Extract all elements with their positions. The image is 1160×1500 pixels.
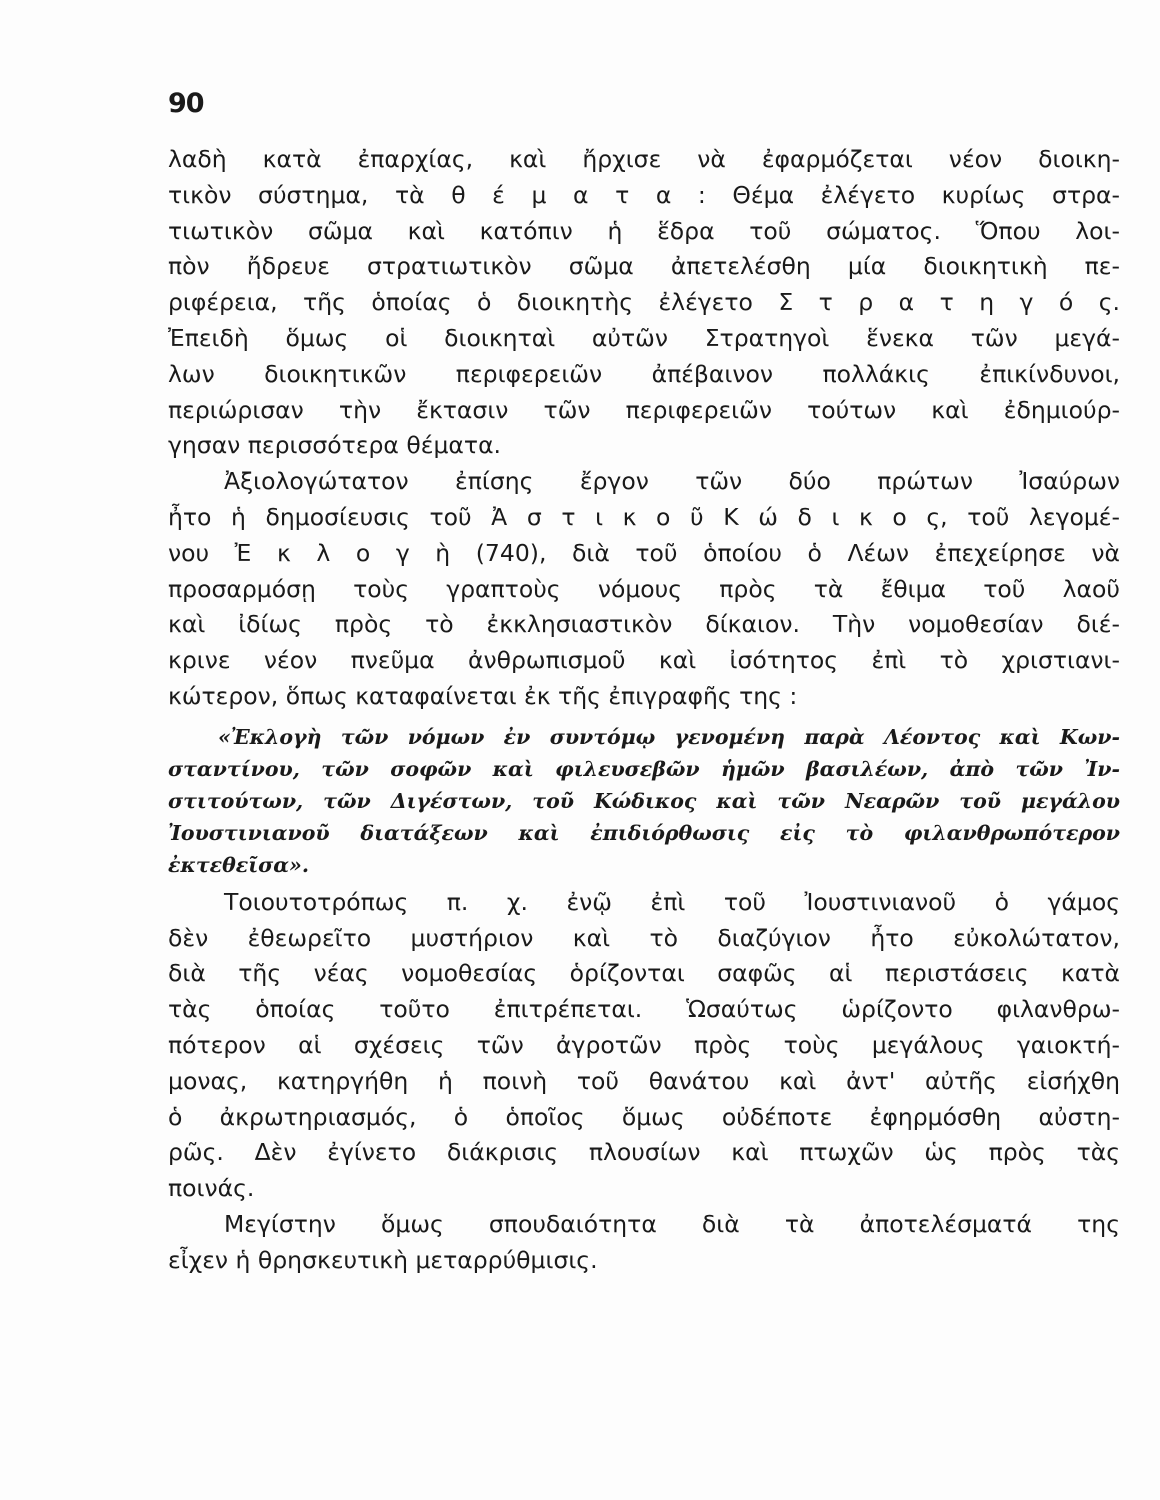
text-line: τικὸν σύστημα, τὰ θ έ μ α τ α : Θέμα ἐλέγετο κυρίως στρα-: [168, 180, 1120, 209]
text-line: μονας, κατηργήθη ἡ ποινὴ τοῦ θανάτου καὶ ἀντ' αὐτῆς εἰσήχθη: [168, 1066, 1120, 1095]
paragraph: [168, 1207, 1120, 1279]
text-line: πότερον αἱ σχέσεις τῶν ἀγροτῶν πρὸς τοὺς μεγάλους γαιοκτή-: [168, 1030, 1120, 1059]
text-line: ρῶς. Δὲν ἐγίνετο διάκρισις πλουσίων καὶ πτωχῶν ὡς πρὸς τὰς: [168, 1138, 1120, 1167]
quote-line: Ἰουστινιανοῦ διατάξεων καὶ ἐπιδιόρθωσις εἰς τὸ φιλανθρωπότερον: [168, 820, 1120, 845]
text-line: τιωτικὸν σῶμα καὶ κατόπιν ἡ ἕδρα τοῦ σώματος. Ὅπου λοι-: [168, 216, 1120, 245]
text-line: ὁ ἀκρωτηριασμός, ὁ ὁποῖος ὅμως οὐδέποτε ἐφηρμόσθη αὐστη-: [168, 1102, 1120, 1131]
text-line: διὰ τῆς νέας νομοθεσίας ὁρίζονται σαφῶς αἱ περιστάσεις κατὰ: [168, 959, 1120, 988]
text-line: Ἐπειδὴ ὅμως οἱ διοικηταὶ αὐτῶν Στρατηγοὶ ἕνεκα τῶν μεγά-: [168, 323, 1120, 352]
text-line: περιώρισαν τὴν ἔκτασιν τῶν περιφερειῶν τούτων καὶ ἐδημιούρ-: [168, 395, 1120, 424]
text-line: καὶ ἰδίως πρὸς τὸ ἐκκλησιαστικὸν δίκαιον. Τὴν νομοθεσίαν διέ-: [168, 610, 1120, 639]
body-text: [168, 142, 1120, 1279]
text-line: κρινε νέον πνεῦμα ἀνθρωπισμοῦ καὶ ἰσότητος ἐπὶ τὸ χριστιανι-: [168, 646, 1120, 675]
text-line: λαδὴ κατὰ ἐπαρχίας, καὶ ἤρχισε νὰ ἐφαρμόζεται νέον διοικη-: [168, 145, 1120, 173]
text-line: ποινάς.: [168, 1174, 255, 1203]
text-line: Τοιουτοτρόπως π. χ. ἐνῷ ἐπὶ τοῦ Ἰουστινιανοῦ ὁ γάμος: [224, 887, 1120, 916]
text-line: νου Ἐ κ λ ο γ ὴ (740), διὰ τοῦ ὁποίου ὁ Λέων ἐπεχείρησε νὰ: [168, 538, 1120, 567]
page-number: 90: [168, 88, 204, 119]
text-line: ριφέρεια, τῆς ὁποίας ὁ διοικητὴς ἐλέγετο Σ τ ρ α τ η γ ό ς.: [168, 288, 1120, 317]
text-line: πὸν ἤδρευε στρατιωτικὸν σῶμα ἀπετελέσθη μία διοικητικὴ πε-: [168, 252, 1120, 281]
text-line: δὲν ἐθεωρεῖτο μυστήριον καὶ τὸ διαζύγιον ἦτο εὐκολώτατον,: [168, 923, 1120, 952]
paragraph: [168, 464, 1120, 715]
quote-line: ἐκτεθεῖσα».: [168, 852, 309, 877]
quote-line: «Ἐκλογὴ τῶν νόμων ἐν συντόμῳ γενομένη παρὰ Λέοντος καὶ Κων-: [218, 724, 1120, 749]
text-line: Μεγίστην ὅμως σπουδαιότητα διὰ τὰ ἀποτελέσματά της: [224, 1209, 1120, 1238]
text-line: Ἀξιολογώτατον ἐπίσης ἔργον τῶν δύο πρώτων Ἰσαύρων: [224, 467, 1120, 496]
text-line: προσαρμόσῃ τοὺς γραπτοὺς νόμους πρὸς τὰ ἔθιμα τοῦ λαοῦ: [168, 574, 1120, 603]
text-line: γησαν περισσότερα θέματα.: [168, 431, 502, 460]
text-line: τὰς ὁποίας τοῦτο ἐπιτρέπεται. Ὡσαύτως ὡρίζοντο φιλανθρω-: [168, 995, 1120, 1024]
quotation: [168, 721, 1120, 881]
paragraph: [168, 142, 1120, 464]
quote-line: στιτούτων, τῶν Διγέστων, τοῦ Κώδικος καὶ τῶν Νεαρῶν τοῦ μεγάλου: [168, 788, 1120, 813]
text-line: λων διοικητικῶν περιφερειῶν ἀπέβαινον πολλάκις ἐπικίνδυνοι,: [168, 359, 1120, 388]
text-line: εἶχεν ἡ θρησκευτικὴ μεταρρύθμισις.: [168, 1245, 598, 1274]
paragraph: [168, 885, 1120, 1207]
quote-line: σταντίνου, τῶν σοφῶν καὶ φιλευσεβῶν ἡμῶν βασιλέων, ἀπὸ τῶν Ἰν-: [168, 756, 1120, 781]
text-line: ἦτο ἡ δημοσίευσις τοῦ Ἀ σ τ ι κ ο ῦ Κ ώ δ ι κ ο ς, τοῦ λεγομέ-: [168, 502, 1120, 531]
text-line: κώτερον, ὅπως καταφαίνεται ἐκ τῆς ἐπιγραφῆς της :: [168, 681, 798, 710]
